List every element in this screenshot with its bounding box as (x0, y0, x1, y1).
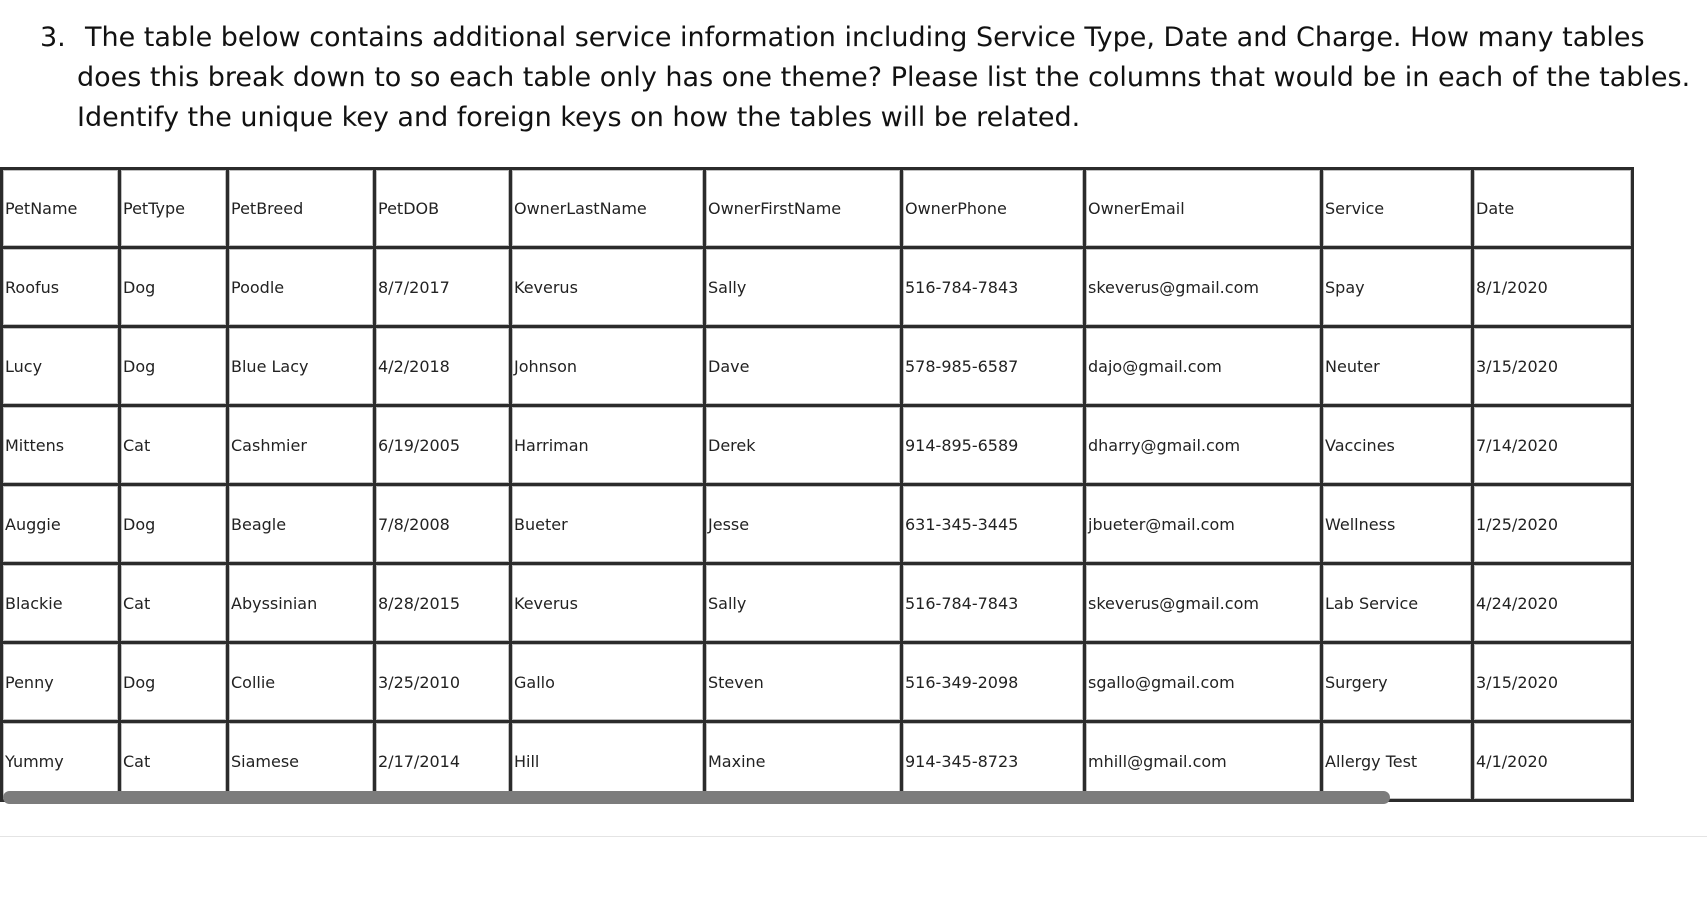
cell-owner-email: dharry@gmail.com (1085, 406, 1322, 485)
cell-owner-first-name: Maxine (705, 722, 902, 801)
table-row (2, 564, 1633, 643)
table-row (2, 485, 1633, 564)
table-row (2, 327, 1633, 406)
cell-service: Vaccines (1322, 406, 1473, 485)
cell-date: 3/15/2020 (1473, 327, 1633, 406)
cell-owner-last-name: Bueter (511, 485, 705, 564)
cell-pet-dob: 8/28/2015 (375, 564, 511, 643)
cell-pet-type: Cat (120, 722, 228, 801)
cell-owner-first-name: Derek (705, 406, 902, 485)
header-pet-breed: PetBreed (228, 169, 375, 248)
cell-owner-first-name: Sally (705, 248, 902, 327)
header-owner-last-name: OwnerLastName (511, 169, 705, 248)
header-service: Service (1322, 169, 1473, 248)
cell-service: Spay (1322, 248, 1473, 327)
cell-service: Allergy Test (1322, 722, 1473, 801)
cell-pet-dob: 7/8/2008 (375, 485, 511, 564)
question-text (40, 18, 1691, 138)
cell-owner-last-name: Hill (511, 722, 705, 801)
header-pet-name: PetName (2, 169, 120, 248)
cell-pet-type: Cat (120, 406, 228, 485)
table-row (2, 406, 1633, 485)
question-number: 3. (40, 22, 66, 53)
cell-date: 4/24/2020 (1473, 564, 1633, 643)
cell-pet-breed: Poodle (228, 248, 375, 327)
cell-owner-phone: 516-784-7843 (902, 564, 1085, 643)
cell-service: Neuter (1322, 327, 1473, 406)
cell-date: 7/14/2020 (1473, 406, 1633, 485)
cell-owner-last-name: Keverus (511, 248, 705, 327)
cell-pet-name: Roofus (2, 248, 120, 327)
header-date: Date (1473, 169, 1633, 248)
cell-pet-breed: Blue Lacy (228, 327, 375, 406)
cell-pet-dob: 2/17/2014 (375, 722, 511, 801)
cell-pet-type: Dog (120, 327, 228, 406)
header-pet-dob: PetDOB (375, 169, 511, 248)
cell-owner-last-name: Keverus (511, 564, 705, 643)
cell-date: 8/1/2020 (1473, 248, 1633, 327)
divider (0, 836, 1707, 837)
header-owner-email: OwnerEmail (1085, 169, 1322, 248)
cell-owner-phone: 631-345-3445 (902, 485, 1085, 564)
header-owner-phone: OwnerPhone (902, 169, 1085, 248)
cell-owner-phone: 516-784-7843 (902, 248, 1085, 327)
cell-date: 3/15/2020 (1473, 643, 1633, 722)
cell-owner-first-name: Jesse (705, 485, 902, 564)
cell-owner-first-name: Dave (705, 327, 902, 406)
table-scroll-container[interactable] (0, 167, 1707, 808)
cell-pet-breed: Beagle (228, 485, 375, 564)
cell-pet-type: Dog (120, 485, 228, 564)
cell-pet-dob: 6/19/2005 (375, 406, 511, 485)
cell-date: 1/25/2020 (1473, 485, 1633, 564)
cell-owner-email: mhill@gmail.com (1085, 722, 1322, 801)
cell-pet-breed: Collie (228, 643, 375, 722)
header-owner-first-name: OwnerFirstName (705, 169, 902, 248)
cell-owner-last-name: Harriman (511, 406, 705, 485)
cell-owner-email: sgallo@gmail.com (1085, 643, 1322, 722)
cell-date: 4/1/2020 (1473, 722, 1633, 801)
cell-pet-breed: Siamese (228, 722, 375, 801)
service-table (0, 167, 1634, 802)
cell-pet-breed: Cashmier (228, 406, 375, 485)
header-row (2, 169, 1633, 248)
cell-pet-type: Cat (120, 564, 228, 643)
cell-pet-name: Auggie (2, 485, 120, 564)
cell-owner-first-name: Sally (705, 564, 902, 643)
table-row (2, 722, 1633, 801)
cell-service: Lab Service (1322, 564, 1473, 643)
cell-pet-name: Yummy (2, 722, 120, 801)
cell-owner-last-name: Gallo (511, 643, 705, 722)
horizontal-scrollbar[interactable] (3, 791, 1390, 804)
cell-owner-email: dajo@gmail.com (1085, 327, 1322, 406)
cell-pet-name: Penny (2, 643, 120, 722)
cell-owner-phone: 578-985-6587 (902, 327, 1085, 406)
cell-owner-phone: 516-349-2098 (902, 643, 1085, 722)
cell-owner-phone: 914-345-8723 (902, 722, 1085, 801)
cell-owner-phone: 914-895-6589 (902, 406, 1085, 485)
cell-pet-dob: 3/25/2010 (375, 643, 511, 722)
cell-pet-name: Mittens (2, 406, 120, 485)
cell-pet-name: Lucy (2, 327, 120, 406)
cell-service: Surgery (1322, 643, 1473, 722)
cell-pet-name: Blackie (2, 564, 120, 643)
cell-pet-breed: Abyssinian (228, 564, 375, 643)
question-line-1: 3. The table below contains additional service information including Service Type, Date and Charge. How many tables (40, 18, 1680, 58)
cell-service: Wellness (1322, 485, 1473, 564)
table-row (2, 248, 1633, 327)
cell-owner-email: jbueter@mail.com (1085, 485, 1322, 564)
cell-owner-email: skeverus@gmail.com (1085, 248, 1322, 327)
table-row (2, 643, 1633, 722)
header-pet-type: PetType (120, 169, 228, 248)
cell-owner-email: skeverus@gmail.com (1085, 564, 1322, 643)
cell-owner-last-name: Johnson (511, 327, 705, 406)
cell-pet-type: Dog (120, 248, 228, 327)
cell-pet-dob: 8/7/2017 (375, 248, 511, 327)
question-line-3: Identify the unique key and foreign keys on how the tables will be related. (77, 102, 1081, 133)
cell-owner-first-name: Steven (705, 643, 902, 722)
question-line-2: does this break down to so each table only has one theme? Please list the columns that would be in each of the tables. (77, 62, 1691, 93)
cell-pet-dob: 4/2/2018 (375, 327, 511, 406)
cell-pet-type: Dog (120, 643, 228, 722)
